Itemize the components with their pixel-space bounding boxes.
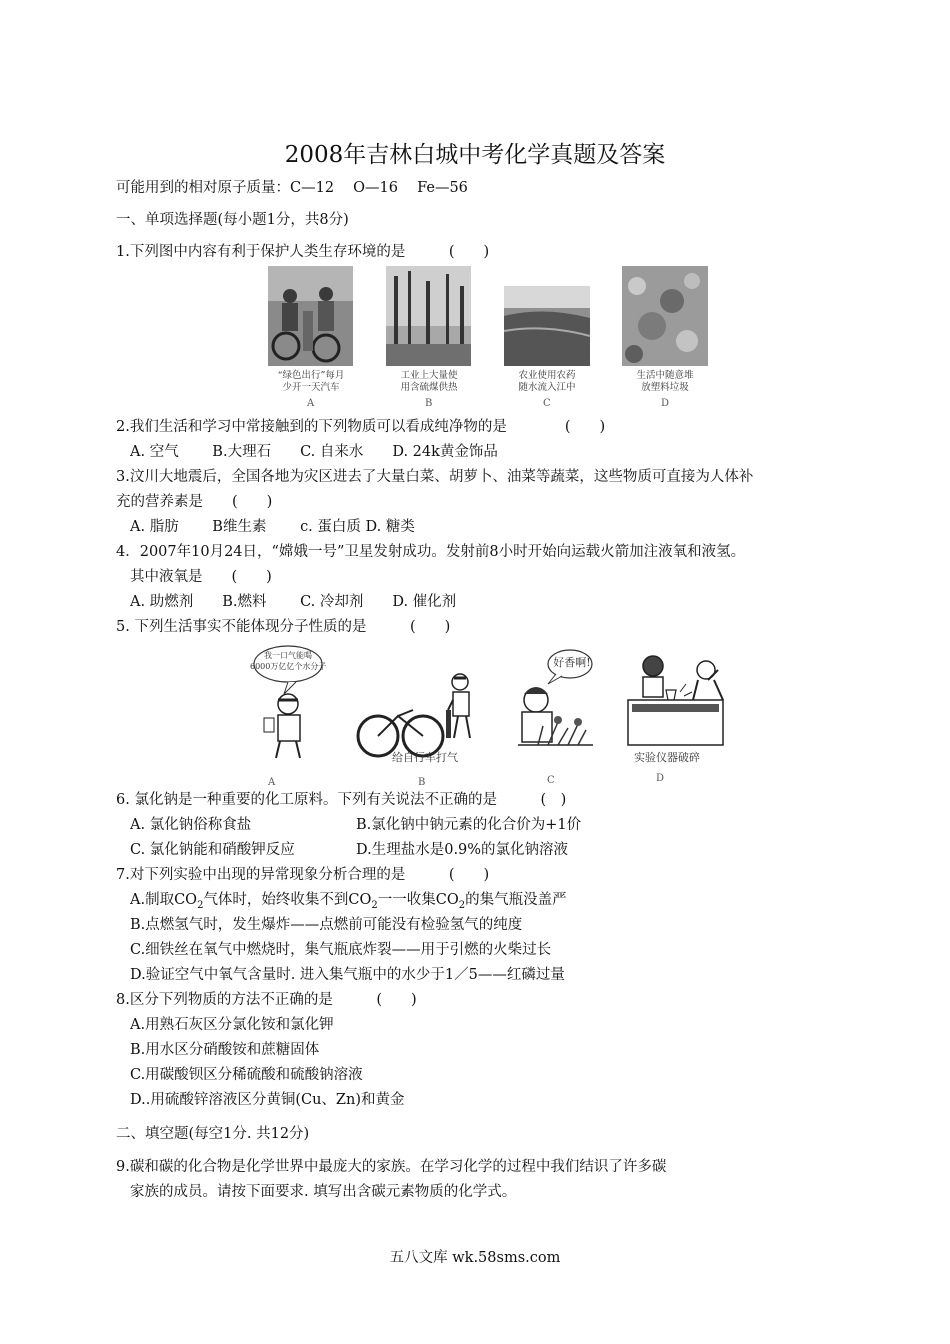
question-6-option-d: D.生理盐水是0.9%的氯化钠溶液 — [356, 842, 569, 858]
footer-watermark: 五八文库 wk.58sms.com — [389, 1250, 561, 1266]
caption-b-line2: 用含硫煤供热 — [400, 382, 458, 393]
question-7: 7.对下列实验中出现的异常现象分析合理的是 ( ) — [116, 867, 490, 883]
cartoon-b — [358, 674, 470, 756]
bubble-a-line2: 6000万亿亿个水分子 — [250, 662, 327, 671]
caption-a-line1: “绿色出行”每月 — [277, 370, 345, 381]
page-title: 2008年吉林白城中考化学真题及答案 — [284, 142, 666, 168]
question-2: 2.我们生活和学习中常接触到的下列物质可以看成纯净物的是 ( ) — [116, 419, 606, 435]
atomic-mass-line: 可能用到的相对原子质量：C—12 O—16 Fe—56 — [116, 180, 468, 196]
section-heading-choice: 一、单项选择题(每小题1分，共8分) — [116, 212, 349, 228]
caption-b-line1: 工业上大量使 — [400, 370, 458, 381]
question-7-option-a: A.制取$CO_2$气体时，始终收集不到$CO_2$一一收集$CO_2$的集气瓶没盖严 — [130, 892, 567, 911]
label-bike-pump: 给自行车打气 — [392, 751, 458, 764]
cartoon-letter-c: C — [547, 775, 555, 786]
cartoon-letter-a: A — [268, 777, 276, 788]
image-letter-b: B — [425, 398, 433, 409]
cartoon-letter-b: B — [418, 777, 426, 788]
caption-d-line1: 生活中随意堆 — [636, 370, 694, 381]
question-8-option-a: A.用熟石灰区分氯化铵和氯化钾 — [130, 1017, 334, 1033]
question-5: 5. 下列生活事实不能体现分子性质的是 ( ) — [116, 619, 451, 635]
section-heading-fill: 二、填空题(每空1分. 共12分) — [116, 1126, 310, 1142]
question-7-option-b: B.点燃氢气时，发生爆炸——点燃前可能没有检验氢气的纯度 — [130, 917, 523, 933]
image-letter-a: A — [307, 398, 315, 409]
cyclists-image — [268, 266, 353, 366]
image-letter-c: C — [543, 398, 551, 409]
question-3-line1: 3.汶川大地震后，全国各地为灾区进去了大量白菜、胡萝卜、油菜等蔬菜，这些物质可直接为人体补 — [116, 469, 754, 485]
question-8-option-d: D..用硫酸锌溶液区分黄铜(Cu、Zn)和黄金 — [130, 1092, 405, 1108]
question-2-options: A. 空气 B.大理石 C. 自来水 D. 24k黄金饰品 — [130, 444, 498, 460]
photo-plastic-garbage — [622, 266, 708, 366]
question-8: 8.区分下列物质的方法不正确的是 ( ) — [116, 992, 417, 1008]
question-6: 6. 氯化钠是一种重要的化工原料。下列有关说法不正确的是 ( ) — [116, 792, 567, 808]
caption-a-line2: 少开一天汽车 — [282, 382, 340, 393]
question-3-options: A. 脂肪 B维生素 c. 蛋白质 D. 糖类 — [130, 519, 415, 535]
question-1: 1.下列图中内容有利于保护人类生存环境的是 ( ) — [116, 244, 490, 260]
question-4-options: A. 助燃剂 B.燃料 C. 冷却剂 D. 催化剂 — [130, 594, 457, 610]
question-4-line1: 4．2007年10月24日，“嫦娥一号”卫星发射成功。发射前8小时开始向运载火箭加注液氧和液氢。 — [116, 544, 746, 560]
question-6-option-b: B.氯化钠中钠元素的化合价为+1价 — [356, 817, 582, 833]
question-3-line2: 充的营养素是 ( ) — [116, 494, 273, 510]
photo-green-commute — [268, 266, 353, 366]
river-image — [504, 286, 590, 366]
question-4-line2: 其中液氧是 ( ) — [130, 569, 272, 585]
caption-d-line2: 放塑料垃圾 — [641, 382, 689, 393]
question-7-option-c: C.细铁丝在氧气中燃烧时，集气瓶底炸裂——用于引燃的火柴过长 — [130, 942, 552, 958]
question-6-option-a: A. 氯化钠俗称食盐 — [130, 817, 252, 833]
bubble-c: 好香啊! — [553, 656, 591, 669]
caption-c-line2: 随水流入江中 — [518, 382, 576, 393]
image-letter-d: D — [661, 398, 670, 409]
question-6-option-c: C. 氯化钠能和硝酸钾反应 — [130, 842, 295, 858]
cartoon-d — [628, 656, 723, 745]
garbage-image — [622, 266, 708, 366]
question-7-option-d: D.验证空气中氧气含量时. 进入集气瓶中的水少于1／5——红磷过量 — [130, 967, 565, 983]
caption-c-line1: 农业使用农药 — [518, 370, 576, 381]
question-8-option-c: C.用碳酸钡区分稀硫酸和硫酸钠溶液 — [130, 1067, 363, 1083]
photo-coal-heating — [386, 266, 471, 366]
question-8-option-b: B.用水区分硝酸铵和蔗糖固体 — [130, 1042, 320, 1058]
smokestacks-image — [386, 266, 471, 366]
question-9-line1: 9.碳和碳的化合物是化学世界中最庞大的家族。在学习化学的过程中我们结识了许多碳 — [116, 1159, 667, 1175]
bubble-a-line1: 我一口气能喝 — [264, 651, 312, 660]
photo-pesticide-river — [504, 286, 590, 366]
cartoon-letter-d: D — [656, 773, 665, 784]
label-broken-instrument: 实验仪器破碎 — [634, 751, 700, 764]
question-9-line2: 家族的成员。请按下面要求. 填写出含碳元素物质的化学式。 — [130, 1184, 517, 1200]
